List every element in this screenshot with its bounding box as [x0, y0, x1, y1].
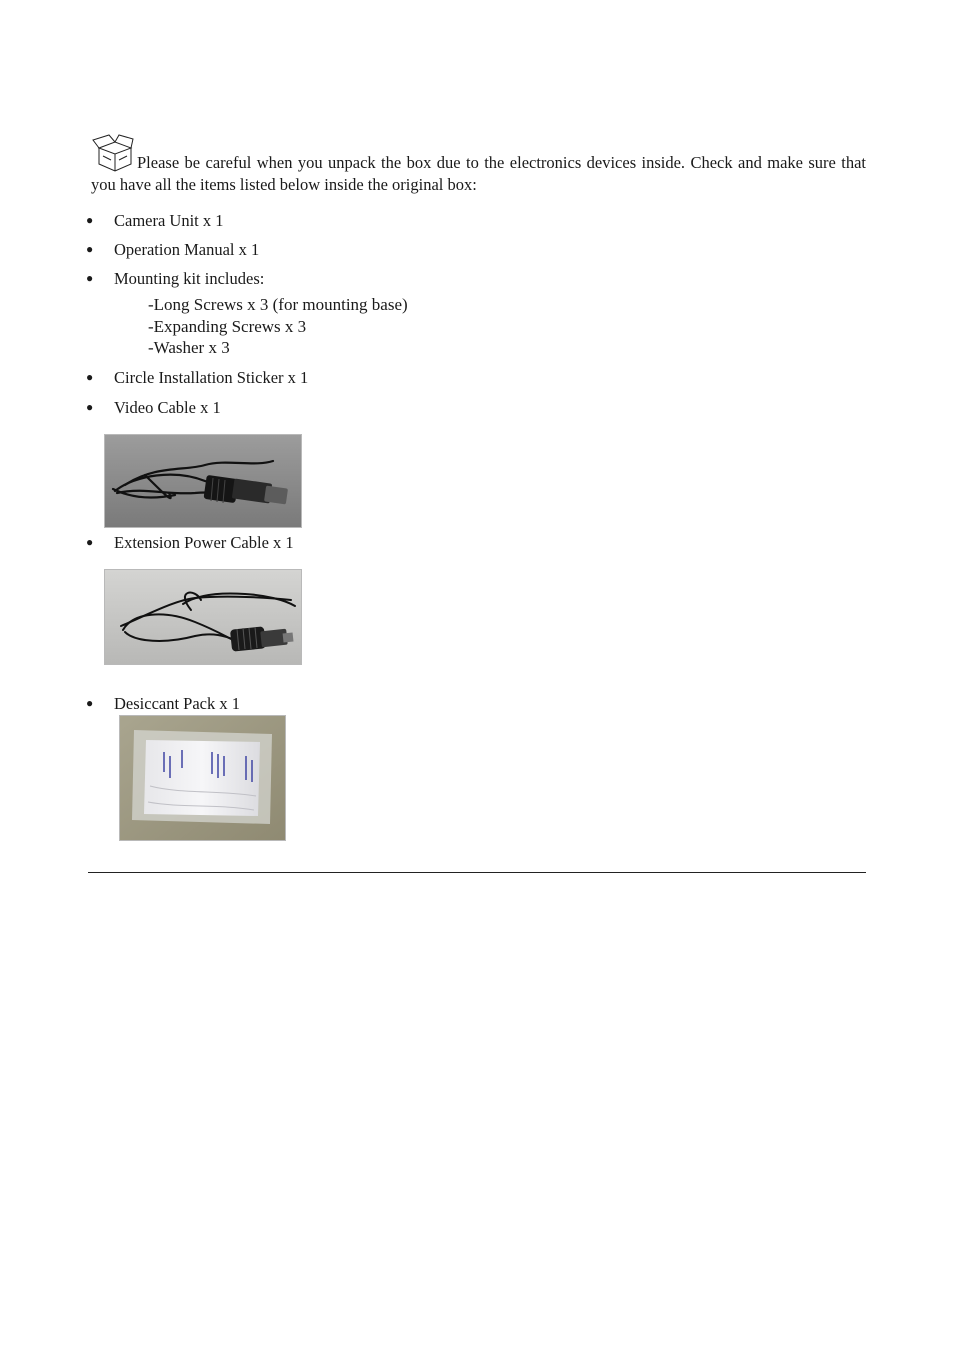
sub-item-expanding-screws: -Expanding Screws x 3	[148, 317, 307, 336]
list-item-label: Operation Manual x 1	[114, 240, 260, 259]
list-item-camera-unit	[86, 210, 224, 231]
section-divider	[88, 872, 866, 873]
bullet: ●	[86, 370, 94, 384]
extension-power-cable-photo	[104, 569, 302, 665]
bullet: ●	[86, 213, 94, 227]
list-item-label: Extension Power Cable x 1	[114, 533, 294, 552]
list-item-label: Desiccant Pack x 1	[114, 694, 240, 713]
list-item-desiccant-pack	[86, 693, 240, 714]
list-item-mounting-kit	[86, 268, 264, 289]
video-cable-photo	[104, 434, 302, 528]
list-item-label: Circle Installation Sticker x 1	[114, 368, 309, 387]
list-item-extension-power-cable	[86, 532, 294, 553]
sub-item-long-screws: -Long Screws x 3 (for mounting base)	[148, 295, 408, 314]
list-item-video-cable	[86, 397, 221, 418]
bullet: ●	[86, 242, 94, 256]
intro-paragraph	[91, 134, 866, 196]
desiccant-pack-photo	[119, 715, 286, 841]
bullet: ●	[86, 535, 94, 549]
bullet: ●	[86, 400, 94, 414]
list-item-label: Camera Unit x 1	[114, 211, 224, 230]
list-item-installation-sticker	[86, 367, 308, 388]
list-item-label: Video Cable x 1	[114, 398, 221, 417]
bullet: ●	[86, 696, 94, 710]
sub-item-washer: -Washer x 3	[148, 338, 230, 357]
list-item-label: Mounting kit includes:	[114, 269, 265, 288]
list-item-operation-manual	[86, 239, 259, 260]
open-box-icon	[91, 134, 135, 172]
bullet: ●	[86, 271, 94, 285]
intro-text: Please be careful when you unpack the box due to the electronics devices inside. Check and make sure that you have all the items listed below inside the original box:	[91, 153, 866, 194]
